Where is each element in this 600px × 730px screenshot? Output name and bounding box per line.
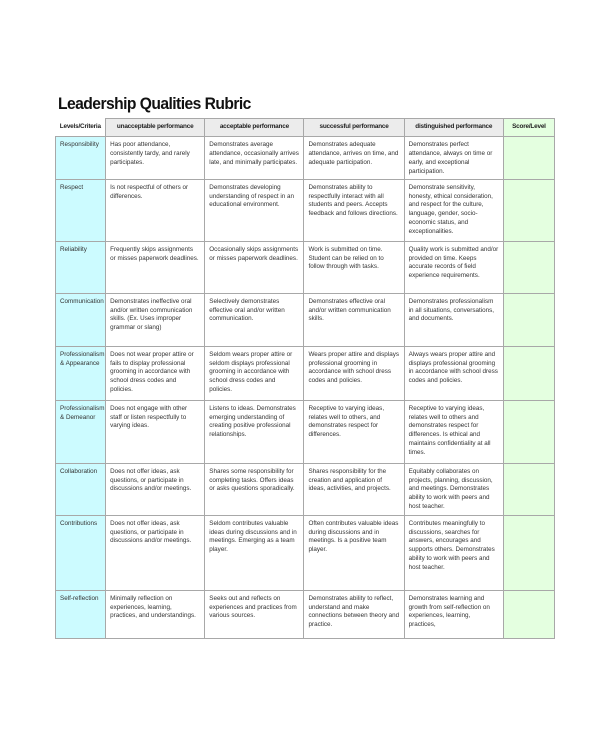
successful-cell: Shares responsibility for the creation and application of ideas, activities, and projects. bbox=[304, 463, 404, 515]
unacceptable-cell: Does not offer ideas, ask questions, or participate in discussions and/or meetings. bbox=[106, 463, 205, 515]
score-input-cell[interactable] bbox=[503, 241, 554, 293]
acceptable-cell: Seeks out and reflects on experiences and practices from various sources. bbox=[205, 590, 304, 638]
acceptable-cell: Shares some responsibility for completing tasks. Offers ideas or asks questions sporadically. bbox=[205, 463, 304, 515]
successful-cell: Wears proper attire and displays professional grooming in accordance with school dress codes and policies. bbox=[304, 346, 404, 400]
acceptable-cell: Selectively demonstrates effective oral and/or written communication. bbox=[205, 293, 304, 346]
successful-cell: Often contributes valuable ideas during discussions and in meetings. Is a positive team player. bbox=[304, 515, 404, 590]
distinguished-cell: Demonstrate sensitivity, honesty, ethical consideration, and respect for the culture, language, gender, socio-economic status, and exceptionalities. bbox=[404, 179, 503, 241]
distinguished-cell: Always wears proper attire and displays professional grooming in accordance with school dress codes and policies. bbox=[404, 346, 503, 400]
table-row bbox=[56, 515, 555, 590]
successful-cell: Work is submitted on time. Student can be relied on to follow through with tasks. bbox=[304, 241, 404, 293]
score-input-cell[interactable] bbox=[503, 590, 554, 638]
score-input-cell[interactable] bbox=[503, 137, 554, 180]
successful-cell: Demonstrates ability to respectfully interact with all students and peers. Accepts feedback and follows directions. bbox=[304, 179, 404, 241]
table-row bbox=[56, 346, 555, 400]
criterion-cell: Contributions bbox=[56, 515, 106, 590]
distinguished-cell: Demonstrates perfect attendance, always on time or early, and exceptional participation. bbox=[404, 137, 503, 180]
table-row bbox=[56, 590, 555, 638]
header-levels-criteria: Levels/Criteria bbox=[56, 119, 106, 137]
distinguished-cell: Receptive to varying ideas, relates well to others and demonstrates respect for differences. Is ethical and maintains confidentiality at all times. bbox=[404, 400, 503, 463]
distinguished-cell: Equitably collaborates on projects, planning, discussion, and meetings. Demonstrates ability to work with peers and host teacher. bbox=[404, 463, 503, 515]
distinguished-cell: Quality work is submitted and/or provided on time. Keeps accurate records of field experience requirements. bbox=[404, 241, 503, 293]
unacceptable-cell: Does not engage with other staff or listen respectfully to varying ideas. bbox=[106, 400, 205, 463]
unacceptable-cell: Does not offer ideas, ask questions, or participate in discussions and/or meetings. bbox=[106, 515, 205, 590]
document-title: Leadership Qualities Rubric bbox=[58, 94, 251, 113]
acceptable-cell: Demonstrates developing understanding of respect in an educational environment. bbox=[205, 179, 304, 241]
criterion-cell: Responsibility bbox=[56, 137, 106, 180]
score-input-cell[interactable] bbox=[503, 400, 554, 463]
header-row bbox=[56, 119, 555, 137]
table-row bbox=[56, 137, 555, 180]
table-row bbox=[56, 400, 555, 463]
criterion-cell: Collaboration bbox=[56, 463, 106, 515]
successful-cell: Demonstrates ability to reflect, understand and make connections between theory and practice. bbox=[304, 590, 404, 638]
unacceptable-cell: Does not wear proper attire or fails to display professional grooming in accordance with school dress codes and policies. bbox=[106, 346, 205, 400]
distinguished-cell: Demonstrates professionalism in all situations, conversations, and documents. bbox=[404, 293, 503, 346]
header-score-level: Score/Level bbox=[503, 119, 554, 137]
unacceptable-cell: Has poor attendance, consistently tardy, and rarely participates. bbox=[106, 137, 205, 180]
table-row bbox=[56, 241, 555, 293]
rubric-table bbox=[55, 118, 555, 639]
criterion-cell: Communication bbox=[56, 293, 106, 346]
score-input-cell[interactable] bbox=[503, 463, 554, 515]
table-row bbox=[56, 179, 555, 241]
distinguished-cell: Contributes meaningfully to discussions, searches for answers, encourages and supports others. Demonstrates ability to work with peers and host teacher. bbox=[404, 515, 503, 590]
header-successful: successful performance bbox=[304, 119, 404, 137]
successful-cell: Receptive to varying ideas, relates well to others, and demonstrates respect for differences. bbox=[304, 400, 404, 463]
acceptable-cell: Demonstrates average attendance, occasionally arrives late, and minimally participates. bbox=[205, 137, 304, 180]
score-input-cell[interactable] bbox=[503, 515, 554, 590]
header-unacceptable: unacceptable performance bbox=[106, 119, 205, 137]
criterion-cell: Reliability bbox=[56, 241, 106, 293]
table-row bbox=[56, 463, 555, 515]
table-row bbox=[56, 293, 555, 346]
acceptable-cell: Seldom wears proper attire or seldom displays professional grooming in accordance with school dress codes and policies. bbox=[205, 346, 304, 400]
successful-cell: Demonstrates adequate attendance, arrives on time, and adequate participation. bbox=[304, 137, 404, 180]
unacceptable-cell: Minimally reflection on experiences, learning, practices, and understandings. bbox=[106, 590, 205, 638]
acceptable-cell: Occasionally skips assignments or misses paperwork deadlines. bbox=[205, 241, 304, 293]
score-input-cell[interactable] bbox=[503, 293, 554, 346]
header-distinguished: distinguished performance bbox=[404, 119, 503, 137]
unacceptable-cell: Is not respectful of others or differences. bbox=[106, 179, 205, 241]
criterion-cell: Respect bbox=[56, 179, 106, 241]
header-acceptable: acceptable performance bbox=[205, 119, 304, 137]
successful-cell: Demonstrates effective oral and/or written communication skills. bbox=[304, 293, 404, 346]
acceptable-cell: Seldom contributes valuable ideas during discussions and in meetings. Emerging as a team player. bbox=[205, 515, 304, 590]
score-input-cell[interactable] bbox=[503, 179, 554, 241]
criterion-cell: Professionalism & Demeanor bbox=[56, 400, 106, 463]
criterion-cell: Self-reflection bbox=[56, 590, 106, 638]
acceptable-cell: Listens to ideas. Demonstrates emerging understanding of creating positive professional relationships. bbox=[205, 400, 304, 463]
unacceptable-cell: Frequently skips assignments or misses paperwork deadlines. bbox=[106, 241, 205, 293]
distinguished-cell: Demonstrates learning and growth from self-reflection on experiences, learning, practices, bbox=[404, 590, 503, 638]
criterion-cell: Professionalism & Appearance bbox=[56, 346, 106, 400]
unacceptable-cell: Demonstrates ineffective oral and/or written communication skills. (Ex. Uses improper grammar or slang) bbox=[106, 293, 205, 346]
score-input-cell[interactable] bbox=[503, 346, 554, 400]
